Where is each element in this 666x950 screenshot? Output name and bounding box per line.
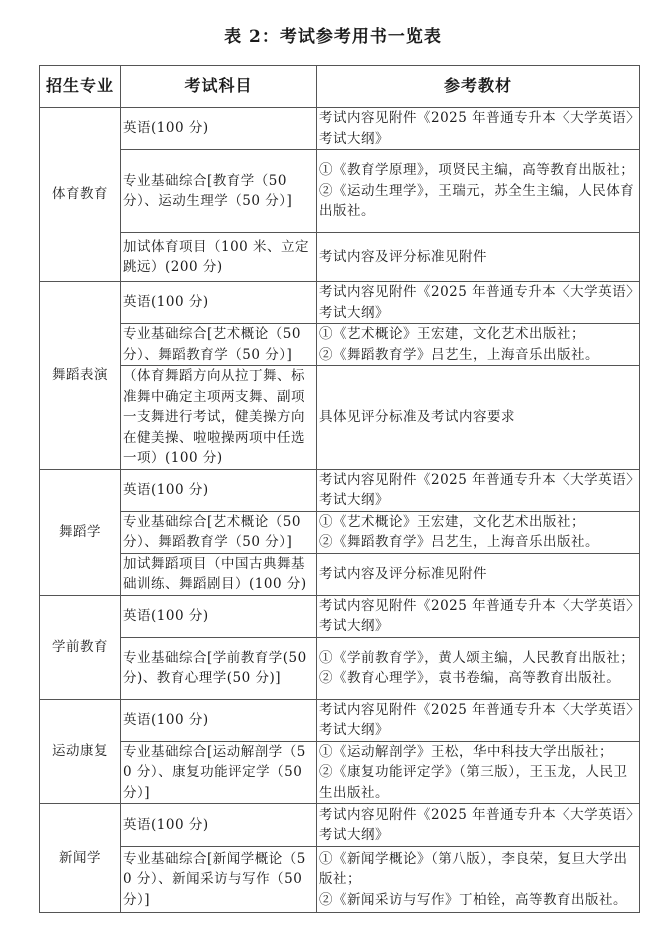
books-cell xyxy=(317,282,640,324)
header-major: 招生专业 xyxy=(40,66,121,108)
books-cell xyxy=(317,699,640,741)
subject-cell: （体育舞蹈方向从拉丁舞、标准舞中确定主项两支舞、副项一支舞进行考试，健美操方向在健美操、啦啦操两项中任选一项）(100 分) xyxy=(121,366,317,470)
book-entry: ①《运动解剖学》王松，华中科技大学出版社； xyxy=(319,743,613,760)
books-cell xyxy=(317,150,640,233)
books-cell xyxy=(317,741,640,804)
table-row xyxy=(40,637,640,699)
subject-cell: 专业基础综合[运动解剖学（50 分）、康复功能评定学（50 分）] xyxy=(121,741,317,804)
book-entry: ②《运动生理学》，王瑞元，苏全生主编，人民体育出版社。 xyxy=(319,182,635,220)
major-cell: 舞蹈表演 xyxy=(40,282,121,470)
subject-cell: 英语(100 分) xyxy=(121,108,317,150)
books-cell xyxy=(317,108,640,150)
major-cell: 体育教育 xyxy=(40,108,121,282)
subject-cell: 专业基础综合[学前教育学(50 分)、教育心理学(50 分)] xyxy=(121,637,317,699)
book-entry: ①《艺术概论》王宏建，文化艺术出版社； xyxy=(319,513,585,530)
book-entry: ②《舞蹈教育学》吕艺生，上海音乐出版社。 xyxy=(319,346,599,363)
book-entry: 考试内容见附件《2025 年普通专升本〈大学英语〉考试大纲》 xyxy=(319,806,634,843)
books-cell xyxy=(317,233,640,282)
subject-cell: 加试舞蹈项目（中国古典舞基础训练、舞蹈剧目）(100 分) xyxy=(121,553,317,595)
book-entry: 具体见评分标准及考试内容要求 xyxy=(319,409,515,425)
books-cell xyxy=(317,324,640,366)
book-entry: 考试内容见附件《2025 年普通专升本〈大学英语〉考试大纲》 xyxy=(319,471,634,508)
table-row xyxy=(40,150,640,233)
book-entry: ①《教育学原理》，项贤民主编，高等教育出版社； xyxy=(319,162,635,179)
header-subject: 考试科目 xyxy=(121,66,317,108)
table-row xyxy=(40,699,640,741)
books-cell xyxy=(317,637,640,699)
subject-cell: 加试体育项目（100 米、立定跳远）(200 分) xyxy=(121,233,317,282)
table-row xyxy=(40,847,640,913)
table-row xyxy=(40,804,640,847)
table-row xyxy=(40,595,640,637)
book-entry: ②《新闻采访与写作》丁柏铨，高等教育出版社。 xyxy=(319,891,627,908)
book-entry: ②《教育心理学》，袁书卷编，高等教育出版社。 xyxy=(319,670,621,686)
document-title: 表 2：考试参考用书一览表 xyxy=(224,27,442,47)
subject-cell: 英语(100 分) xyxy=(121,469,317,511)
book-entry: 考试内容及评分标准见附件 xyxy=(319,565,487,582)
books-cell xyxy=(317,366,640,470)
table-row xyxy=(40,469,640,511)
book-entry: 考试内容见附件《2025 年普通专升本〈大学英语〉考试大纲》 xyxy=(319,110,634,147)
subject-cell: 专业基础综合[新闻学概论（50 分）、新闻采访与写作（50 分）] xyxy=(121,847,317,913)
books-cell xyxy=(317,469,640,511)
table-row xyxy=(40,324,640,366)
book-entry: ②《康复功能评定学》（第三版），王玉龙，人民卫生出版社。 xyxy=(319,764,628,801)
table-row xyxy=(40,108,640,150)
reference-books-table xyxy=(39,65,640,913)
table-row xyxy=(40,553,640,595)
major-cell: 新闻学 xyxy=(40,804,121,913)
header-row xyxy=(40,66,640,108)
book-entry: ①《艺术概论》王宏建，文化艺术出版社； xyxy=(319,326,585,342)
books-cell xyxy=(317,847,640,913)
book-entry: ①《新闻学概论》（第八版），李良荣，复旦大学出版社； xyxy=(319,850,628,888)
subject-cell: 英语(100 分) xyxy=(121,699,317,741)
major-cell: 舞蹈学 xyxy=(40,469,121,595)
subject-cell: 专业基础综合[艺术概论（50 分）、舞蹈教育学（50 分）] xyxy=(121,324,317,366)
book-entry: 考试内容见附件《2025 年普通专升本〈大学英语〉考试大纲》 xyxy=(319,597,634,634)
subject-cell: 英语(100 分) xyxy=(121,595,317,637)
subject-cell: 英语(100 分) xyxy=(121,282,317,324)
table-row xyxy=(40,233,640,282)
major-cell: 运动康复 xyxy=(40,699,121,804)
table-row xyxy=(40,741,640,804)
subject-cell: 专业基础综合[教育学（50 分）、运动生理学（50 分）] xyxy=(121,150,317,233)
table-row xyxy=(40,511,640,553)
book-entry: 考试内容见附件《2025 年普通专升本〈大学英语〉考试大纲》 xyxy=(319,284,634,321)
book-entry: 考试内容见附件《2025 年普通专升本〈大学英语〉考试大纲》 xyxy=(319,701,634,738)
header-books: 参考教材 xyxy=(317,66,640,108)
books-cell xyxy=(317,804,640,847)
books-cell xyxy=(317,595,640,637)
table-row xyxy=(40,282,640,324)
subject-cell: 英语(100 分) xyxy=(121,804,317,847)
book-entry: ①《学前教育学》，黄人颂主编，人民教育出版社； xyxy=(319,649,635,666)
table-row xyxy=(40,366,640,470)
books-cell xyxy=(317,553,640,595)
major-cell: 学前教育 xyxy=(40,595,121,699)
book-entry: ②《舞蹈教育学》吕艺生，上海音乐出版社。 xyxy=(319,534,599,550)
subject-cell: 专业基础综合[艺术概论（50 分）、舞蹈教育学（50 分）] xyxy=(121,511,317,553)
books-cell xyxy=(317,511,640,553)
book-entry: 考试内容及评分标准见附件 xyxy=(319,248,487,265)
table-body xyxy=(40,108,640,913)
